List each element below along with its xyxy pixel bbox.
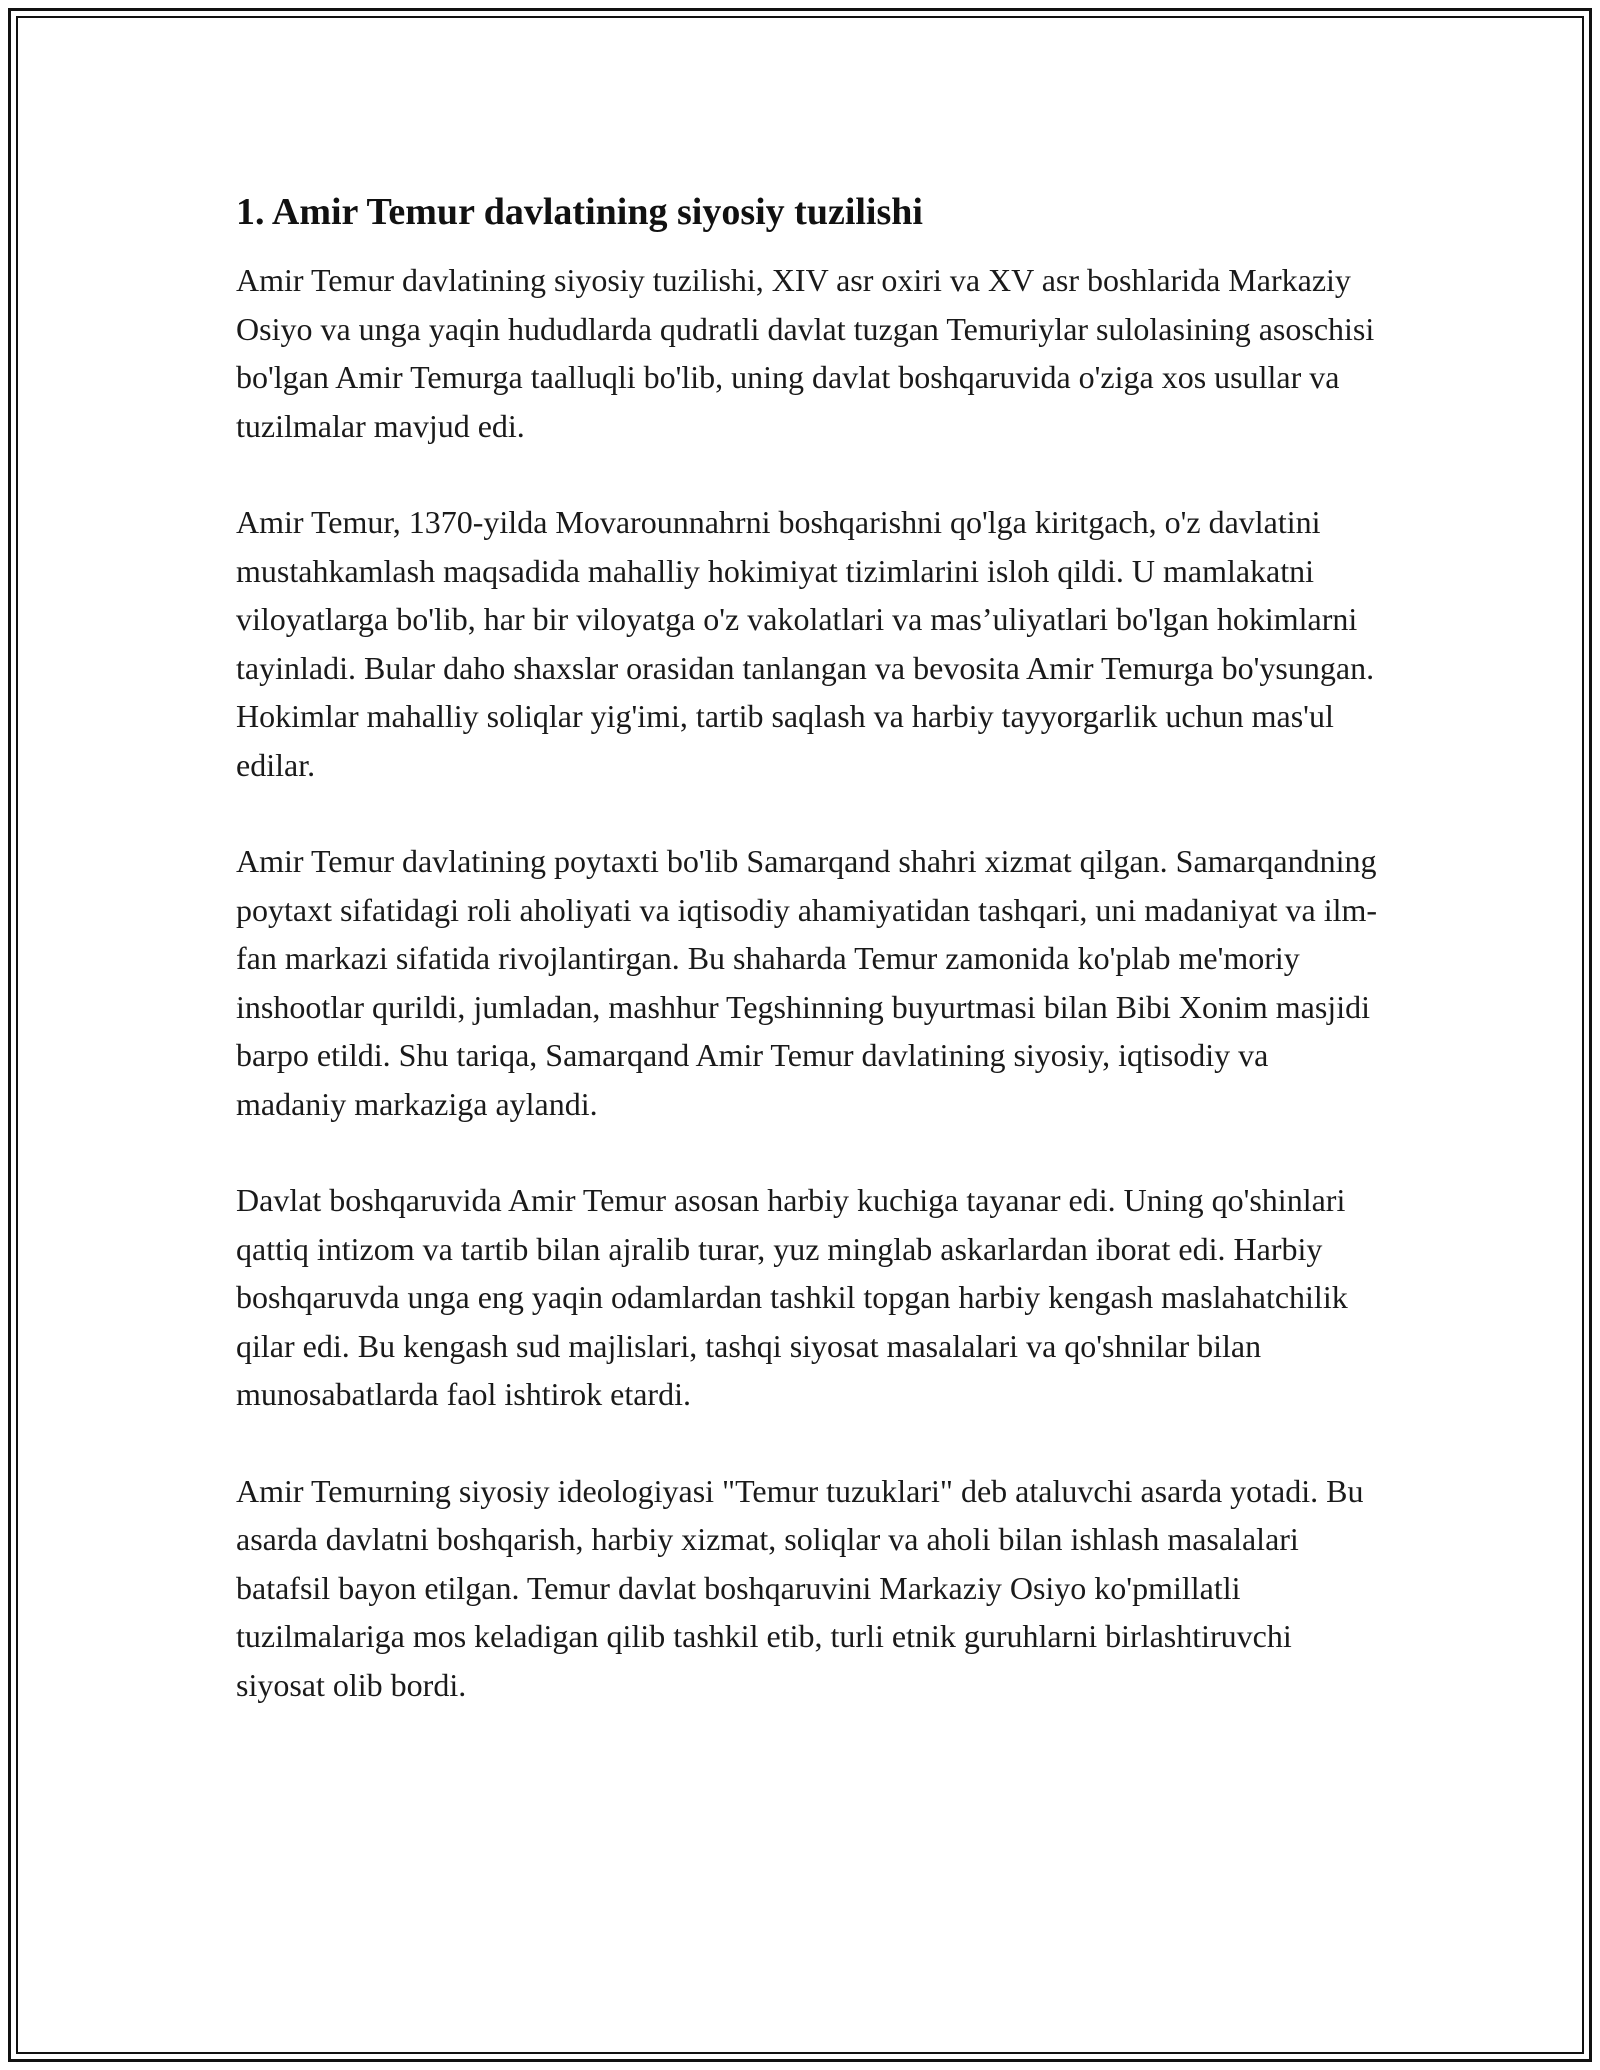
document-title: 1. Amir Temur davlatining siyosiy tuzilishi	[236, 191, 923, 233]
paragraph: Davlat boshqaruvida Amir Temur asosan harbiy kuchiga tayanar edi. Uning qo'shinlari qattiq intizom va tartib bilan ajralib turar, yuz minglab askarlardan iborat edi. Harbiy boshqaruvda unga eng yaqin odamlardan tashkil topgan harbiy kengash maslahatchilik qilar edi. Bu kengash sud majlislari, tashqi siyosat masalalari va qo'shnilar bilan munosabatlarda faol ishtirok etardi.	[236, 1182, 1348, 1412]
paragraph: Amir Temur davlatining siyosiy tuzilishi, XIV asr oxiri va XV asr boshlarida Markaziy Osiyo va unga yaqin hududlarda qudratli davlat tuzgan Temuriylar sulolasining asoschisi bo'lgan Amir Temurga taalluqli bo'lib, uning davlat boshqaruvida o'ziga xos usullar va tuzilmalar mavjud edi.	[236, 262, 1375, 444]
paragraph-list	[236, 256, 1386, 1709]
paragraph: Amir Temur, 1370-yilda Movarounnahrni boshqarishni qo'lga kiritgach, o'z davlatini mustahkamlash maqsadida mahalliy hokimiyat tizimlarini isloh qildi. U mamlakatni viloyatlarga bo'lib, har bir viloyatga o'z vakolatlari va mas’uliyatlari bo'lgan hokimlarni tayinladi. Bular daho shaxslar orasidan tanlangan va bevosita Amir Temurga bo'ysungan. Hokimlar mahalliy soliqlar yig'imi, tartib saqlash va harbiy tayyorgarlik uchun mas'ul edilar.	[236, 504, 1375, 783]
document-body	[236, 186, 1386, 1709]
paragraph: Amir Temurning siyosiy ideologiyasi "Temur tuzuklari" deb ataluvchi asarda yotadi. Bu asarda davlatni boshqarish, harbiy xizmat, soliqlar va aholi bilan ishlash masalalari batafsil bayon etilgan. Temur davlat boshqaruvini Markaziy Osiyo ko'pmillatli tuzilmalariga mos keladigan qilib tashkil etib, turli etnik guruhlarni birlashtiruvchi siyosat olib bordi.	[236, 1472, 1364, 1703]
paragraph: Amir Temur davlatining poytaxti bo'lib Samarqand shahri xizmat qilgan. Samarqandning poytaxt sifatidagi roli aholiyati va iqtisodiy ahamiyatidan tashqari, uni madaniyat va ilm-fan markazi sifatida rivojlantirgan. Bu shaharda Temur zamonida ko'plab me'moriy inshootlar qurildi, jumladan, mashhur Tegshinning buyurtmasi bilan Bibi Xonim masjidi barpo etildi. Shu tariqa, Samarqand Amir Temur davlatining siyosiy, iqtisodiy va madaniy markaziga aylandi.	[236, 843, 1378, 1122]
